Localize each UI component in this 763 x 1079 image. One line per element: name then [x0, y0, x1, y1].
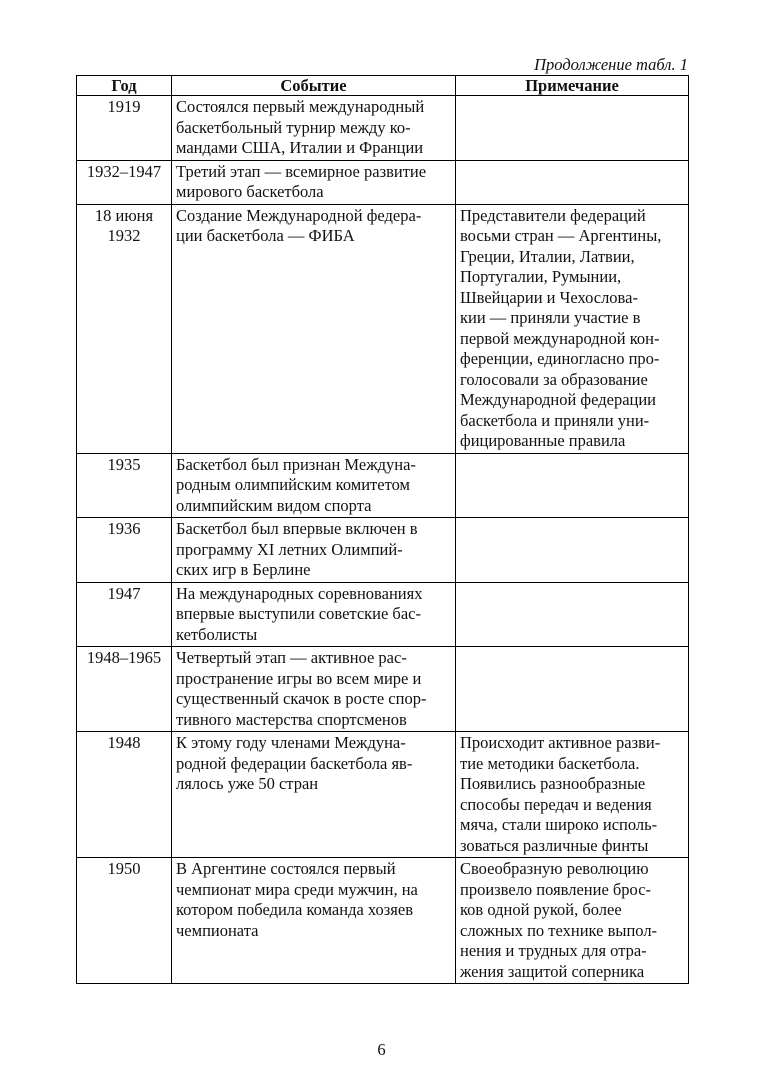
note-cell [456, 858, 689, 984]
year-cell-line: 1950 [107, 859, 141, 878]
event-cell [172, 582, 456, 647]
year-cell-line: 1919 [107, 97, 141, 116]
note-cell-line: мяча, стали широко исполь- [460, 815, 658, 834]
event-cell [172, 518, 456, 583]
note-cell [456, 732, 689, 858]
header-year: Год [77, 76, 172, 96]
note-cell [456, 204, 689, 453]
note-cell-line: Представители федераций [460, 205, 646, 225]
event-cell [172, 96, 456, 161]
note-cell-line: Греции, Италии, Латвии, [460, 246, 635, 266]
year-cell [77, 732, 172, 858]
event-cell [172, 858, 456, 984]
year-cell-line: 1936 [107, 519, 141, 538]
note-cell [456, 647, 689, 732]
table-row [77, 732, 689, 858]
year-cell [77, 453, 172, 518]
year-cell [77, 204, 172, 453]
note-cell-line: фицированные правила [460, 431, 626, 450]
year-cell [77, 518, 172, 583]
note-cell [456, 453, 689, 518]
table-row [77, 858, 689, 984]
event-cell-line: чемпионата [176, 920, 259, 940]
note-cell-line: Происходит активное разви- [460, 733, 661, 752]
event-cell-line: чемпионат мира среди мужчин, на [176, 879, 418, 899]
table-header-row [77, 76, 689, 96]
event-cell-line: Баскетбол был признан Междуна- [176, 454, 416, 474]
note-cell-line: способы передач и ведения [460, 794, 652, 814]
note-cell-line: ференции, единогласно про- [460, 349, 660, 368]
event-cell-line: Создание Международной федера- [176, 205, 422, 225]
note-cell [456, 96, 689, 161]
note-cell [456, 582, 689, 647]
note-cell-line: Появились разнообразные [460, 774, 646, 793]
event-cell [172, 204, 456, 453]
header-event: Событие [172, 76, 456, 96]
table-row [77, 204, 689, 453]
note-cell-line: Своеобразную революцию [460, 859, 649, 878]
year-cell-line: 1948 [107, 733, 141, 752]
note-cell-line: произвело появление брос- [460, 879, 652, 899]
event-cell-line: Четвертый этап — активное рас- [176, 648, 407, 667]
note-cell-line: тие методики баскетбола. [460, 753, 640, 773]
note-cell-line: жения защитой соперника [460, 961, 645, 981]
note-cell [456, 160, 689, 204]
event-cell-line: ции баскетбола — ФИБА [176, 226, 355, 245]
note-cell-line: зоваться различные финты [460, 835, 649, 855]
table-row [77, 160, 689, 204]
year-cell-line: 1947 [107, 583, 141, 603]
note-cell-line: первой международной кон- [460, 328, 660, 348]
event-cell [172, 732, 456, 858]
note-cell-line: голосовали за образование [460, 369, 648, 389]
note-cell [456, 518, 689, 583]
note-cell-line: Международной федерации [460, 390, 657, 409]
event-cell-line: Состоялся первый международный [176, 97, 425, 116]
page-number: 6 [377, 1040, 386, 1059]
event-cell-line: программу XI летних Олимпий- [176, 539, 403, 559]
event-cell-line: котором победила команда хозяев [176, 900, 414, 919]
event-cell-line: кетболисты [176, 624, 258, 644]
year-cell-line: 1932 [107, 226, 141, 245]
table-row [77, 518, 689, 583]
event-cell-line: родной федерации баскетбола яв- [176, 753, 413, 773]
note-cell-line: кии — приняли участие в [460, 308, 641, 327]
table-row [77, 453, 689, 518]
note-cell-line: восьми стран — Аргентины, [460, 226, 662, 245]
header-note: Примечание [456, 76, 689, 96]
event-cell-line: лялось уже 50 стран [176, 774, 319, 793]
note-cell-line: ков одной рукой, более [460, 900, 622, 919]
event-cell-line: ских игр в Берлине [176, 560, 311, 579]
note-cell-line: нения и трудных для отра- [460, 941, 647, 960]
event-cell-line: Баскетбол был впервые включен в [176, 519, 418, 538]
year-cell-line: 1948–1965 [86, 648, 162, 667]
event-cell [172, 160, 456, 204]
event-cell-line: Третий этап — всемирное развитие [176, 161, 427, 181]
event-cell-line: В Аргентине состоялся первый [176, 859, 396, 878]
event-cell-line: олимпийским видом спорта [176, 495, 372, 515]
year-cell-line: 1935 [107, 454, 141, 474]
year-cell [77, 160, 172, 204]
event-cell-line: мандами США, Италии и Франции [176, 138, 424, 157]
table-row [77, 647, 689, 732]
event-cell-line: К этому году членами Междуна- [176, 733, 406, 752]
note-cell-line: Португалии, Румынии, [460, 267, 622, 286]
event-cell-line: пространение игры во всем мире и [176, 668, 422, 688]
event-cell-line: На международных соревнованиях [176, 583, 423, 603]
year-cell-line: 1932–1947 [86, 161, 162, 181]
table-row [77, 582, 689, 647]
year-cell [77, 96, 172, 161]
event-cell-line: впервые выступили советские бас- [176, 604, 421, 623]
table-row [77, 96, 689, 161]
event-cell [172, 453, 456, 518]
event-cell-line: баскетбольный турнир между ко- [176, 117, 411, 137]
table-continuation-caption: Продолжение табл. 1 [534, 55, 688, 74]
note-cell-line: сложных по технике выпол- [460, 920, 658, 940]
year-cell [77, 647, 172, 732]
event-cell-line: существенный скачок в росте спор- [176, 689, 427, 708]
event-cell-line: мирового баскетбола [176, 182, 324, 201]
event-cell [172, 647, 456, 732]
year-cell-line: 18 июня [94, 205, 154, 225]
year-cell [77, 582, 172, 647]
event-cell-line: тивного мастерства спортсменов [176, 709, 407, 729]
event-cell-line: родным олимпийским комитетом [176, 475, 410, 494]
history-table [76, 75, 689, 984]
note-cell-line: баскетбола и приняли уни- [460, 410, 650, 430]
note-cell-line: Швейцарии и Чехослова- [460, 287, 638, 307]
year-cell [77, 858, 172, 984]
